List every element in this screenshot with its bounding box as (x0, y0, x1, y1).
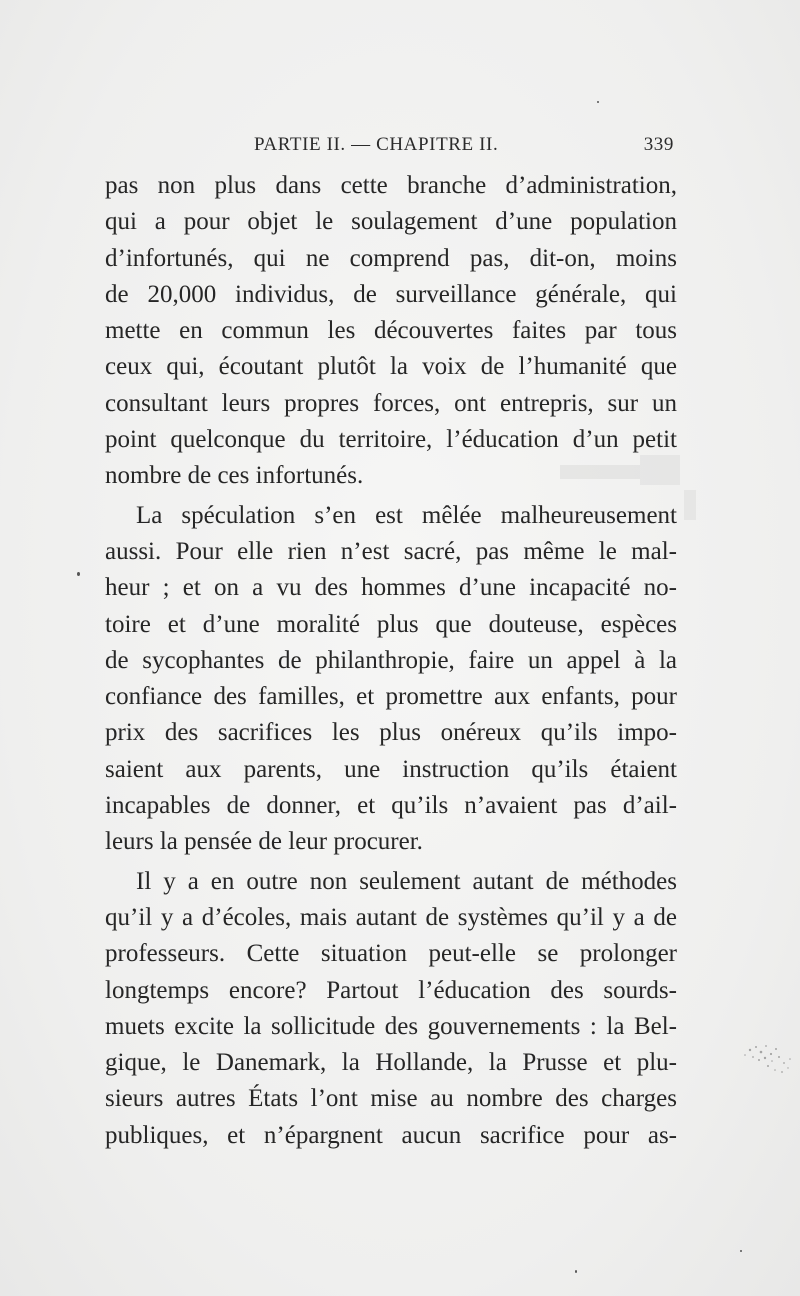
text-line: confiance des familles, et promettre aux enfants, pour (105, 683, 677, 711)
text-line: incapables de donner, et qu’ils n’avaient pas d’ail- (105, 792, 677, 820)
text-line: ceux qui, écoutant plutôt la voix de l’humanité que (105, 353, 677, 381)
paper-speck (575, 1270, 577, 1273)
text-line: muets excite la sollicitude des gouvernements : la Bel- (105, 1012, 677, 1040)
paragraph (105, 498, 677, 861)
text-line: heur ; et on a vu des hommes d’une incapacité no- (105, 574, 677, 602)
paper-smudge-icon (730, 1030, 800, 1090)
text-line: mette en commun les découvertes faites par tous (105, 317, 677, 345)
text-line: prix des sacrifices les plus onéreux qu’ils impo- (105, 719, 677, 747)
paragraph (105, 168, 677, 495)
text-line: toire et d’une moralité plus que douteuse, espèces (105, 610, 677, 638)
text-line: qu’il y a d’écoles, mais autant de systèmes qu’il y a de (105, 903, 677, 931)
show-through-texture (684, 490, 696, 520)
text-line: qui a pour objet le soulagement d’une population (105, 208, 677, 236)
text-line: consultant leurs propres forces, ont entrepris, sur un (105, 389, 677, 417)
text-line: saient aux parents, une instruction qu’ils étaient (105, 755, 677, 783)
text-line: leurs la pensée de leur procurer. (105, 828, 423, 856)
paper-speck (597, 101, 599, 103)
text-line: aussi. Pour elle rien n’est sacré, pas même le mal- (105, 537, 677, 565)
page-number: 339 (643, 134, 674, 155)
text-line: d’infortunés, qui ne comprend pas, dit-on, moins (105, 244, 677, 272)
text-line: gique, le Danemark, la Hollande, la Prusse et plu- (105, 1049, 677, 1077)
body-text (105, 168, 677, 1154)
text-line: de sycophantes de philanthropie, faire un appel à la (105, 646, 677, 674)
text-line: longtemps encore? Partout l’éducation des sourds- (105, 976, 677, 1004)
text-line: La spéculation s’en est mêlée malheureusement (136, 501, 677, 529)
text-line: nombre de ces infortunés. (105, 462, 364, 490)
running-title: PARTIE II. — CHAPITRE II. (254, 134, 499, 155)
text-line: de 20,000 individus, de surveillance générale, qui (105, 280, 677, 308)
text-line: professeurs. Cette situation peut-elle se prolonger (105, 940, 677, 968)
paper-speck (740, 1250, 742, 1252)
paragraph (105, 864, 677, 1154)
paper-speck (77, 572, 80, 576)
text-line: Il y a en outre non seulement autant de méthodes (136, 867, 677, 895)
running-header (254, 134, 674, 156)
text-line: publiques, et n’épargnent aucun sacrifice pour as- (105, 1121, 677, 1149)
text-line: pas non plus dans cette branche d’administration, (105, 172, 677, 199)
text-line: point quelconque du territoire, l’éducation d’un petit (105, 426, 677, 454)
text-line: sieurs autres États l’ont mise au nombre des charges (105, 1085, 677, 1113)
